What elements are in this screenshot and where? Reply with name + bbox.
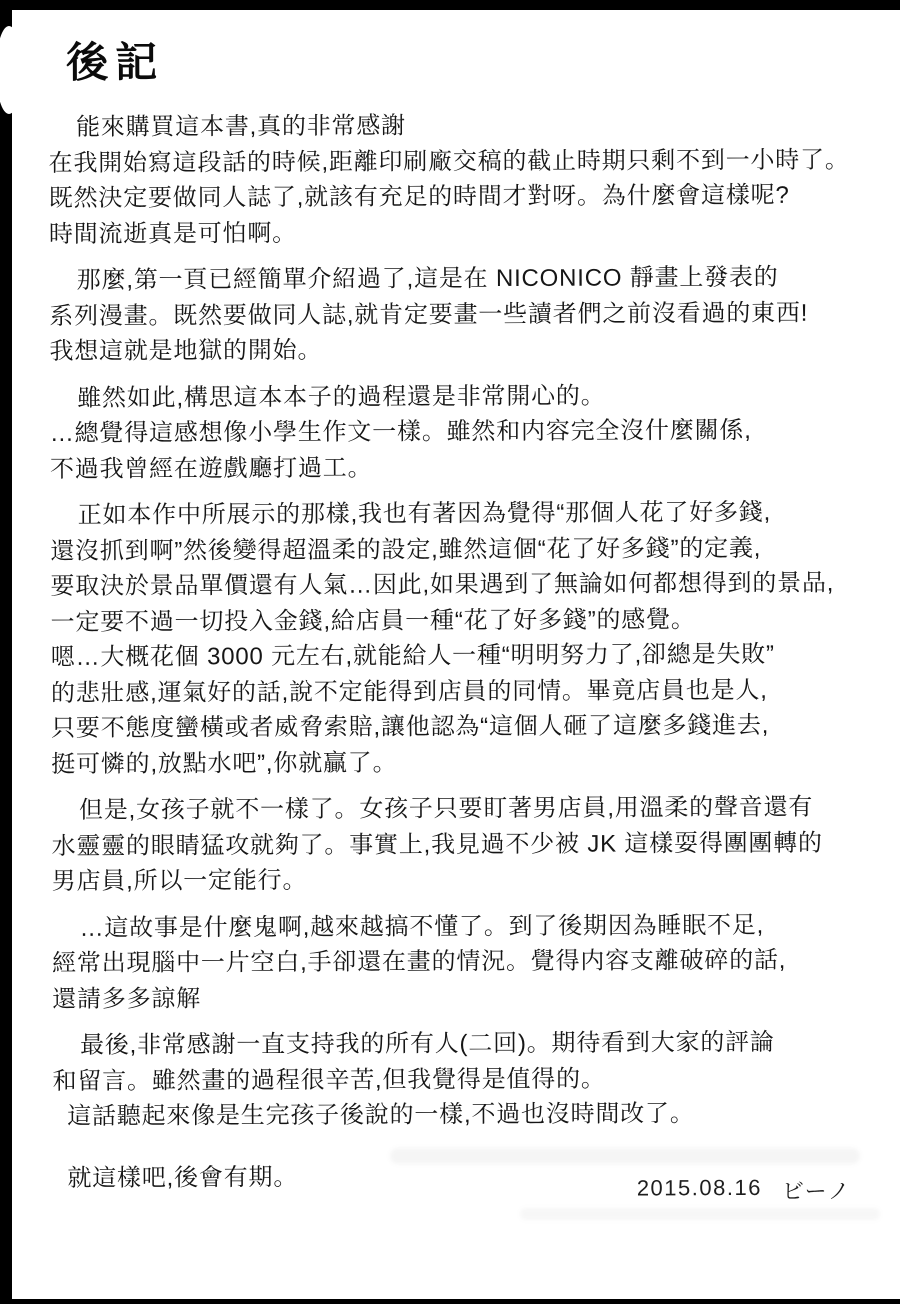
text-line: 還沒抓到啊”然後變得超溫柔的設定,雖然這個“花了好多錢”的定義,: [50, 534, 762, 565]
text-line: 水靈靈的眼睛猛攻就夠了。事實上,我見過不少被 JK 這樣耍得團團轉的: [51, 829, 823, 860]
text-line: 正如本作中所展示的那樣,我也有著因為覺得“那個人花了好多錢,: [77, 498, 772, 529]
scan-border-bottom: [0, 1299, 900, 1304]
text-line: 不過我曾經在遊戲廳打過工。: [49, 454, 373, 483]
page-title: 後記: [66, 38, 165, 86]
text-line: 要取決於景品單價還有人氣…因此,如果遇到了無論如何都想得到的景品,: [50, 569, 835, 600]
text-line: 雖然如此,構思這本本子的過程還是非常開心的。: [77, 382, 606, 412]
text-line: 我想這就是地獄的開始。: [49, 336, 323, 365]
paragraph: [50, 377, 890, 487]
scan-smudge: [520, 1208, 880, 1220]
text-line: 的悲壯感,運氣好的話,說不定能得到店員的同情。畢竟店員也是人,: [50, 676, 768, 707]
text-line: …總覺得這感想像小學生作文一樣。雖然和内容完全沒什麼關係,: [49, 416, 752, 447]
text-line: 時間流逝真是可怕啊。: [48, 219, 297, 248]
scan-corner-mark: [0, 1282, 10, 1304]
paragraph: [51, 789, 891, 899]
signature-date: 2015.08.16: [636, 1174, 762, 1200]
text-line: 和留言。雖然畫的過程很辛苦,但我覺得是值得的。: [52, 1065, 606, 1095]
text-line: 那麼,第一頁已經簡單介紹過了,這是在 NICONICO 靜畫上發表的: [76, 263, 779, 294]
scan-border-top: [0, 0, 900, 10]
text-line: 經常出現腦中一片空白,手卻還在畫的情況。覺得内容支離破碎的話,: [52, 946, 787, 977]
text-line: 但是,女孩子就不一樣了。女孩子只要盯著男店員,用溫柔的聲音還有: [78, 793, 814, 824]
text-line: 這話聽起來像是生完孩子後說的一樣,不過也沒時間改了。: [67, 1100, 695, 1130]
text-line: 還請多多諒解: [52, 984, 202, 1013]
scan-border-left: [0, 6, 12, 1304]
paragraph: [49, 259, 889, 369]
closing-line: 就這樣吧,後會有期。: [67, 1163, 299, 1192]
text-line: 最後,非常感謝一直支持我的所有人(二回)。期待看到大家的評論: [79, 1028, 775, 1059]
text-line: 男店員,所以一定能行。: [51, 866, 308, 895]
text-line: 一定要不過一切投入金錢,給店員一種“花了好多錢”的感覺。: [50, 605, 696, 636]
page-curl-notch: [0, 26, 22, 114]
paragraph: [52, 1024, 892, 1134]
text-line: …這故事是什麼鬼啊,越來越搞不懂了。到了後期因為睡眠不足,: [79, 911, 765, 942]
paragraph: [52, 907, 892, 1017]
text-line: 既然決定要做同人誌了,就該有充足的時間才對呀。為什麼會這樣呢?: [48, 181, 790, 212]
page-content: [48, 20, 893, 1204]
text-line: 能來購買這本書,真的非常感謝: [75, 112, 406, 141]
text-line: 挺可憐的,放點水吧”,你就贏了。: [51, 748, 398, 778]
closing-row: [53, 1157, 893, 1204]
text-line: 只要不態度蠻橫或者威脅索賠,讓他認為“這個人砸了這麼多錢進去,: [51, 711, 770, 742]
signature: [637, 1174, 851, 1206]
text-line: 在我開始寫這段話的時候,距離印刷廠交稿的截止時期只剩不到一小時了。: [48, 146, 850, 177]
paragraph: [50, 494, 891, 782]
paragraph: [48, 106, 889, 252]
text-line: 嗯…大概花個 3000 元左右,就能給人一種“明明努力了,卻總是失敗”: [50, 640, 775, 671]
signature-author: ビーノ: [781, 1178, 852, 1204]
text-line: 系列漫畫。既然要做同人誌,就肯定要畫一些讀者們之前沒看過的東西!: [49, 299, 809, 330]
